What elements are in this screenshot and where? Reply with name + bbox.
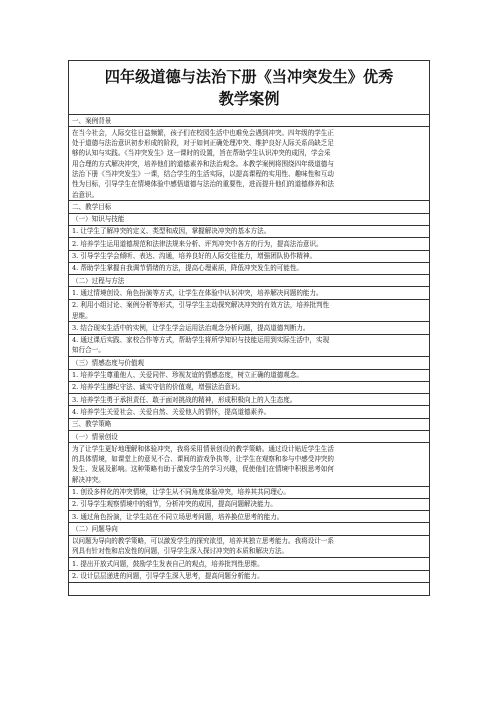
row-text-line: 1. 创设多样化的冲突情境，让学生从不同角度体验冲突，培养其共同理心。 [72, 488, 290, 496]
table-row [69, 114, 429, 126]
table-row [69, 442, 429, 485]
row-text-line: 二、教学目标 [72, 202, 112, 211]
table-row [69, 486, 429, 498]
row-text-line: 2. 利用小组讨论、案例分析等形式，引导学生主动探究解决冲突的有效方法，培养批判性 [72, 301, 330, 310]
title-line-1: 四年级道德与法治下册《当冲突发生》优秀 [104, 68, 394, 86]
row-text-line: 4. 帮助学生掌握自我调节情绪的方法，提高心理素质，降低冲突发生的可能性。 [72, 264, 303, 273]
row-text-line: 治意识。 [72, 190, 99, 199]
table-row [69, 334, 429, 357]
table-row [69, 286, 429, 298]
row-text-line: 1. 提出开放式问题，鼓励学生发表自己的观点，培养批判性思维。 [72, 559, 264, 568]
title-line-2: 教学案例 [218, 90, 280, 108]
row-text-line: 2. 引导学生观察情境中的细节，分析冲突的成因，提高问题解决能力。 [72, 500, 277, 509]
table-row [69, 250, 429, 262]
row-text-line: （一）知识与技能 [72, 215, 125, 224]
row-text-line: 3. 通过角色扮演，让学生站在不同立场思考问题，培养换位思考的能力。 [72, 512, 284, 521]
table-row [69, 430, 429, 442]
row-text-line: 4. 培养学生关爱社会、关爱自然、关爱他人的情怀，提高道德素养。 [72, 407, 271, 416]
row-text-line: 列具有针对性和启发性的问题，引导学生深入探讨冲突的本质和解决方法。 [72, 547, 289, 556]
table-row [69, 381, 429, 393]
table-row [69, 510, 429, 522]
row-text-line: 知行合一。 [72, 346, 105, 355]
table-row [69, 225, 429, 237]
row-text-line: 发生、发展及影响。这种策略有助于激发学生的学习兴趣，促使他们在情境中积极思考如何 [72, 465, 334, 474]
table-row [69, 418, 429, 430]
row-text-line: 为了让学生更好地理解和体验冲突，我将采用情景创设的教学策略。通过设计贴近学生生活 [72, 444, 334, 453]
row-text-line: 1. 培养学生尊重他人、关爱同伴、珍视友谊的情感态度，树立正确的道德观念。 [72, 371, 303, 380]
row-text-line: 2. 设计层层递进的问题，引导学生深入思考，提高问题分析能力。 [72, 572, 264, 581]
row-text-line: （三）情感态度与价值观 [72, 358, 145, 367]
table-row [69, 369, 429, 381]
table-row [69, 237, 429, 249]
row-text-line: 一、案例背景 [72, 116, 112, 125]
row-text-line: 以问题为导向的教学策略，可以激发学生的探究欲望，培养其独立思考能力。我将设计一系 [72, 537, 334, 546]
table-row [69, 535, 429, 558]
table-row [69, 405, 429, 417]
table-row [69, 356, 429, 368]
row-text-line: 2. 培养学生运用道德规范和法律法规来分析、评判冲突中各方的行为，提高法治意识。 [72, 239, 323, 248]
table-row [69, 262, 429, 274]
row-text-line: 3. 培养学生勇于承担责任、敢于面对挑战的精神，形成积极向上的人生态度。 [72, 395, 297, 404]
table-row [69, 213, 429, 225]
table-row [69, 498, 429, 510]
row-text-line: （二）问题导向 [72, 524, 118, 533]
table-row [69, 393, 429, 405]
row-text-line: 4. 通过课后实践、家校合作等方式，帮助学生将所学知识与技能运用到实际生活中，实现 [72, 336, 330, 345]
document-title [68, 60, 430, 114]
row-text-line: 性为目标，引导学生在情境体验中感悟道德与法治的重要性，进而提升他们的道德修养和法 [72, 180, 334, 189]
row-text-line: 在当今社会，人际交往日益频繁，孩子们在校园生活中也难免会遇到冲突。四年级的学生正 [72, 128, 334, 137]
row-text-line: 3. 结合现实生活中的实例，让学生学会运用法治观念分析问题，提高道德判断力。 [72, 323, 310, 332]
table-row [69, 321, 429, 333]
table-row [69, 274, 429, 286]
row-text-line: 法治下册《当冲突发生》一课，结合学生的生活实际，以提高课程的实用性、趣味性和互动 [72, 169, 334, 178]
table-row [69, 557, 429, 569]
row-text-line: 1. 让学生了解冲突的定义、类型和成因，掌握解决冲突的基本方法。 [72, 227, 271, 236]
row-text-line: 1. 通过情境创设、角色扮演等方式，让学生在体验中认识冲突，培养解决问题的能力。 [72, 288, 323, 297]
row-text-line: 解决冲突。 [72, 475, 105, 484]
table-row [69, 126, 429, 200]
row-text-line: 够的认知与实践。《当冲突发生》这一课时的设置，旨在帮助学生认识冲突的成因，学会采 [72, 149, 331, 158]
row-text-line: 2. 培养学生遵纪守法、诚实守信的价值观，增强法治意识。 [72, 383, 245, 392]
table-row [69, 570, 429, 582]
row-text-line: （一）情景创设 [72, 432, 118, 441]
row-text-line: 的具体情境，如课堂上的意见不合、课间的游戏争执等，让学生在观察和参与中感受冲突的 [72, 455, 334, 464]
table-row [69, 299, 429, 322]
table-row [69, 582, 429, 596]
row-text-line: 处于道德与法治意识初步形成的阶段，对于如何正确处理冲突、维护良好人际关系尚缺乏足 [72, 139, 334, 148]
content-table [68, 114, 430, 596]
table-row [69, 200, 429, 212]
row-text-line: （二）过程与方法 [72, 276, 125, 285]
row-text-line: 三、教学策略 [72, 420, 112, 429]
table-row [69, 522, 429, 534]
row-text-line: 思维。 [72, 311, 92, 320]
row-text-line: 用合理的方式解决冲突，培养他们的道德素养和法治观念。本教学案例将围绕四年级道德与 [72, 159, 334, 168]
row-text-line: 3. 引导学生学会倾听、表达、沟通，培养良好的人际交往能力，增强团队协作精神。 [72, 252, 317, 261]
document [68, 60, 430, 596]
